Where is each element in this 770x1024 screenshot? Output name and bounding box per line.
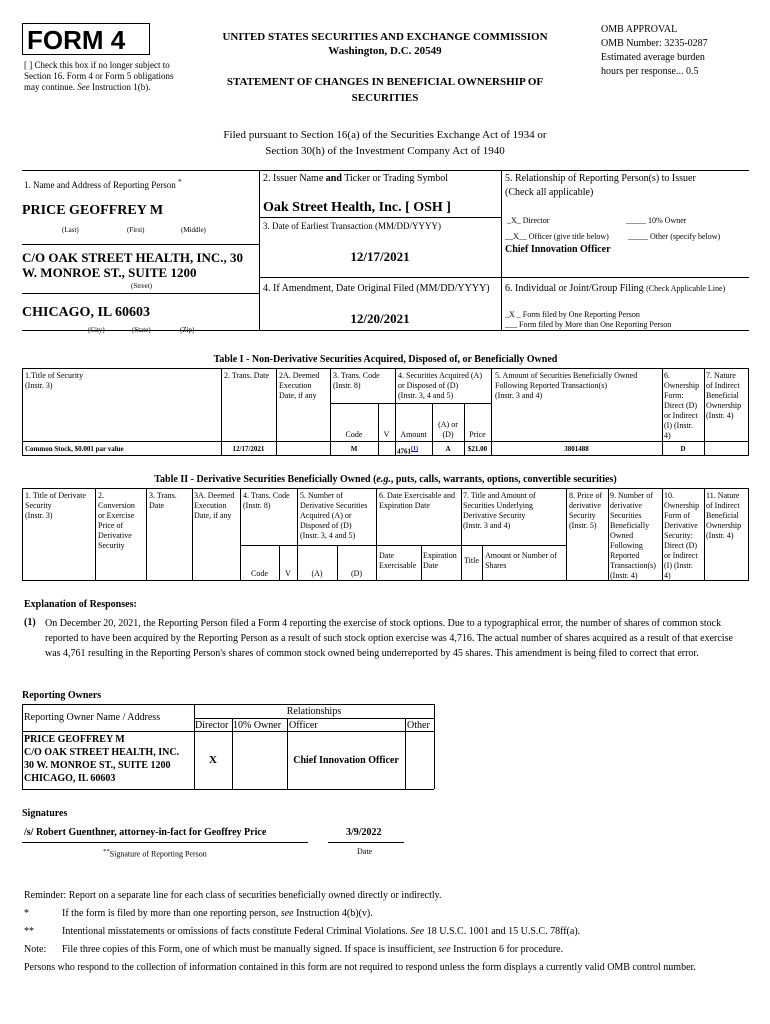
rule [566, 488, 567, 580]
middle-label: (Middle) [181, 226, 206, 234]
t1-form: D [680, 445, 686, 453]
director-check: _X_ Director [507, 216, 550, 225]
filed-line2: Section 30(h) of the Investment Company Act of 1940 [265, 145, 505, 157]
owner-officer-title: Chief Innovation Officer [293, 755, 399, 766]
rule [22, 441, 749, 442]
owners-col-rel: Relationships [286, 706, 342, 717]
city-label: (City) [88, 326, 105, 334]
reporting-person-label-mark: * [177, 177, 182, 186]
rule [240, 545, 566, 546]
rule [22, 368, 749, 369]
t2-sub-date-ex: Date Exercisable [379, 551, 417, 570]
table2-title [22, 474, 749, 486]
rule [748, 368, 749, 455]
rule [240, 488, 241, 580]
street2: W. MONROE ST., SUITE 1200 [22, 265, 197, 280]
officer-check: __X__ Officer (give title below) [505, 232, 609, 241]
t2-h1: 1. Title of Derivate Security (Instr. 3) [25, 491, 86, 520]
t1-h2a: 2A. Deemed Execution Date, if any [279, 371, 320, 400]
footer-star-post: Instruction 4(b)(v). [293, 908, 373, 919]
rule [376, 488, 377, 580]
omb-number: OMB Number: 3235-0287 [601, 38, 708, 49]
first-label: (First) [127, 226, 145, 234]
t1-sub-price: Price [469, 430, 486, 439]
t1-h1: 1.Title of Security (Instr. 3) [25, 371, 84, 390]
checkbox-see: See [77, 82, 90, 92]
rule [276, 368, 277, 455]
t2-h3a: 3A. Deemed Execution Date, if any [194, 491, 235, 520]
t2-h10: 10. Ownership Form of Derivative Security: Direct (D) or Indirect (I) (Instr. 4) [664, 491, 700, 580]
form-title: FORM 4 [27, 25, 126, 55]
t1-owned: 3801488 [564, 445, 589, 453]
issuer-label [263, 173, 448, 185]
t1-h2: 2. Trans. Date [224, 371, 269, 380]
omb-burden2: hours per response... 0.5 [601, 66, 699, 77]
rule [395, 368, 396, 455]
t1-sub-amount: Amount [400, 430, 427, 439]
rule [378, 403, 379, 455]
footer-note-post: Instruction 6 for procedure. [450, 944, 564, 955]
explanation-num: (1) [24, 617, 36, 628]
rule [704, 488, 705, 580]
footer-dstar-text [62, 926, 580, 938]
table1-title: Table I - Non-Derivative Securities Acquired, Disposed of, or Beneficially Owned [213, 354, 558, 365]
street-label: (Street) [131, 282, 152, 290]
rule [95, 488, 96, 580]
explanation-heading: Explanation of Responses: [24, 599, 137, 610]
rule [662, 368, 663, 455]
footer-persons: Persons who respond to the collection of information contained in this form are not required to respond unless the form displays a currently valid OMB control number. [24, 962, 696, 973]
table2-title-eg: e.g. [376, 474, 391, 485]
filed-line1: Filed pursuant to Section 16(a) of the Securities Exchange Act of 1934 or [223, 129, 547, 141]
rule [22, 488, 23, 580]
t2-h6: 6. Date Exercisable and Expiration Date [379, 491, 455, 510]
rule [704, 368, 705, 455]
state-label: (State) [132, 326, 151, 334]
t1-sub-code: Code [345, 430, 363, 439]
footer-note-see: see [437, 944, 451, 955]
t1-code: M [350, 445, 358, 453]
rule [22, 704, 23, 789]
owner-name-address: PRICE GEOFFREY M C/O OAK STREET HEALTH, INC. 30 W. MONROE ST., SUITE 1200 CHICAGO, IL 60603 [24, 734, 180, 784]
signer-name: /s/ Robert Guenthner, attorney-in-fact for Geoffrey Price [24, 827, 267, 838]
statement-line2: SECURITIES [351, 92, 419, 104]
rule [22, 244, 259, 245]
t1-h7: 7. Nature of Indirect Beneficial Ownership (Instr. 4) [706, 371, 742, 420]
rule [192, 488, 193, 580]
rule [297, 488, 298, 580]
rule [287, 718, 288, 789]
owners-col-officer: Officer [289, 720, 318, 731]
rule [330, 368, 331, 455]
relationship-label [505, 173, 749, 199]
checkbox-instr: Instruction 1(b). [92, 82, 151, 92]
last-label: (Last) [62, 226, 79, 234]
t2-sub-d: (D) [350, 569, 363, 578]
t2-h3: 3. Trans. Date [149, 491, 177, 510]
signature-label-mark: ** [103, 848, 110, 855]
earliest-transaction-date: 12/17/2021 [350, 249, 410, 264]
issuer-label-and: and [325, 173, 342, 184]
statement-line1: STATEMENT OF CHANGES IN BENEFICIAL OWNERSHIP OF [226, 76, 544, 88]
footer-dstar-see: See [410, 926, 425, 937]
t1-sub-aord: (A) or (D) [438, 420, 458, 439]
t2-h4: 4. Trans. Code (Instr. 8) [243, 491, 290, 510]
signature-line [22, 842, 308, 843]
signatures-heading: Signatures [22, 808, 68, 819]
ten-pct-check: _____ 10% Owner [626, 216, 687, 225]
signature-date: 3/9/2022 [346, 827, 382, 838]
filing-one: _X _ Form filed by One Reporting Person [505, 310, 640, 319]
t1-aord: A [445, 445, 451, 453]
checkbox-text: [ ] Check this box if no longer subject to Section 16. Form 4 or Form 5 obligations may continue. [24, 60, 174, 92]
checkbox-note [24, 60, 174, 93]
t1-h3: 3. Trans. Code (Instr. 8) [333, 371, 380, 390]
t2-sub-title: Title [464, 556, 479, 565]
date-label: Date [357, 847, 373, 856]
rule [461, 488, 462, 580]
filing-label-text: 6. Individual or Joint/Group Filing [505, 283, 644, 294]
explanation-text: On December 20, 2021, the Reporting Person filed a Form 4 reporting the exercise of stock options. Due to a typographical error, the number of shares of common stock reported to have been acquired by the Reporting Person as a result of such stock option exercise was 4,716. The actual number of shares acquired as a result of that exercise was 4,761 resulting in the Reporting Person's shares of common stock owned being underreported by 45 shares. This amendment is being filed to correct that error. [45, 618, 733, 659]
amendment-label: 4. If Amendment, Date Original Filed (MM/DD/YYYY) [263, 283, 490, 294]
rule [330, 403, 491, 404]
omb-burden1: Estimated average burden [601, 52, 705, 63]
t1-h6: 6. Ownership Form: Direct (D) or Indirect (I) (Instr. 4) [664, 371, 700, 440]
rule [748, 488, 749, 580]
rule [405, 718, 406, 789]
filing-more: ___ Form filed by More than One Reporting Person [505, 320, 672, 329]
relationship-label1: 5. Relationship of Reporting Person(s) to Issuer [505, 173, 696, 184]
rule [22, 789, 434, 790]
signature-label [103, 847, 207, 860]
footer-star-see: see [280, 908, 294, 919]
rule [146, 488, 147, 580]
rule [22, 293, 259, 294]
rule [22, 170, 749, 171]
rule [22, 488, 749, 489]
t2-h7: 7. Title and Amount of Securities Underlying Derivative Security (Instr. 3 and 4) [463, 491, 536, 530]
rule [608, 488, 609, 580]
reporting-person-label-text: 1. Name and Address of Reporting Person [24, 180, 176, 190]
t2-h8: 8. Price of derivative Security (Instr. 5) [569, 491, 603, 530]
agency-line1: UNITED STATES SECURITIES AND EXCHANGE COMMISSION [222, 31, 548, 43]
t2-h9: 9. Number of derivative Securities Beneficially Owned Following Reported Transaction(s) (Instr. 4) [610, 491, 656, 580]
t1-amount-footnote[interactable]: (1) [411, 446, 418, 452]
rule [22, 368, 23, 455]
t1-h4: 4. Securities Acquired (A) or Disposed of (D) (Instr. 3, 4 and 5) [398, 371, 482, 400]
owners-col-ten: 10% Owner [233, 720, 282, 731]
reporting-person-name: PRICE GEOFFREY M [22, 203, 164, 218]
footer-dstar-post: 18 U.S.C. 1001 and 15 U.S.C. 78ff(a). [424, 926, 581, 937]
earliest-transaction-label: 3. Date of Earliest Transaction (MM/DD/YYYY) [263, 221, 441, 231]
rule [501, 170, 502, 330]
rule [434, 704, 435, 789]
table2-title-post: , puts, calls, warrants, options, convertible securities) [390, 474, 617, 485]
omb-title: OMB APPROVAL [601, 24, 678, 35]
footer-dstar: ** [24, 926, 34, 937]
other-check: _____ Other (specify below) [628, 232, 721, 241]
issuer-label-pre: 2. Issuer Name [263, 173, 326, 184]
t1-amount [397, 445, 418, 456]
t1-h5: 5. Amount of Securities Beneficially Owned Following Reported Transaction(s) (Instr. 3 and 4) [495, 371, 638, 400]
t2-sub-code: Code [251, 569, 268, 578]
t1-amount-value: 4761 [397, 447, 411, 456]
reporting-person-label [24, 176, 182, 191]
agency-line2: Washington, D.C. 20549 [328, 45, 442, 57]
footer-dstar-pre: Intentional misstatements or omissions of facts constitute Federal Criminal Violations. [62, 926, 411, 937]
t2-h2: 2. Conversion or Exercise Price of Derivative Security [98, 491, 135, 550]
t1-price: $21.00 [467, 445, 488, 453]
rule [22, 704, 434, 705]
officer-title: Chief Innovation Officer [505, 244, 611, 255]
filing-label-note: (Check Applicable Line) [646, 284, 726, 293]
rule [221, 368, 222, 455]
city-line: CHICAGO, IL 60603 [22, 305, 150, 320]
street1: C/O OAK STREET HEALTH, INC., 30 [22, 250, 244, 265]
owners-col-name: Reporting Owner Name / Address [24, 712, 161, 723]
omb-block [601, 24, 761, 78]
date-line [328, 842, 404, 843]
t1-security: Common Stock, $0.001 par value [25, 445, 124, 453]
footer-note-text [62, 944, 563, 956]
rule [194, 718, 434, 719]
filing-label [505, 283, 725, 295]
issuer-label-post: Ticker or Trading Symbol [341, 173, 449, 184]
footer-note: Note: [24, 944, 47, 955]
t2-sub-v: V [285, 569, 291, 578]
rule [259, 277, 749, 278]
table2-title-pre: Table II - Derivative Securities Beneficially Owned ( [154, 474, 377, 485]
owners-col-director: Director [195, 720, 229, 731]
issuer-name: Oak Street Health, Inc. [ OSH ] [263, 200, 451, 215]
amendment-date: 12/20/2021 [350, 311, 410, 326]
relationship-label2: (Check all applicable) [505, 187, 594, 198]
signature-label-text: Signature of Reporting Person [109, 849, 207, 859]
rule [491, 368, 492, 455]
t1-date: 12/17/2021 [232, 445, 265, 453]
t2-sub-amount: Amount or Number of Shares [485, 551, 557, 570]
zip-label: (Zip) [180, 326, 195, 334]
reminder: Reminder: Report on a separate line for each class of securities beneficially owned directly or indirectly. [24, 890, 442, 901]
footer-star-text [62, 908, 373, 920]
footer-star-pre: If the form is filed by more than one reporting person, [62, 908, 281, 919]
owners-col-other: Other [407, 720, 430, 731]
t2-sub-a: (A) [311, 569, 323, 578]
rule [259, 217, 501, 218]
t2-h11: 11. Nature of Indirect Beneficial Ownership (Instr. 4) [706, 491, 742, 540]
footer-note-pre: File three copies of this Form, one of which must be manually signed. If space is insufficient, [62, 944, 438, 955]
rule [482, 545, 483, 580]
rule [421, 545, 422, 580]
rule [22, 455, 749, 456]
t1-sub-v: V [383, 430, 390, 439]
t2-sub-exp: Expiration Date [423, 551, 457, 570]
t2-h5: 5. Number of Derivative Securities Acquired (A) or Disposed of (D) (Instr. 3, 4 and 5) [300, 491, 368, 540]
owners-heading: Reporting Owners [22, 690, 102, 701]
footer-star: * [24, 908, 29, 919]
owner-director-mark: X [209, 754, 217, 766]
rule [662, 488, 663, 580]
